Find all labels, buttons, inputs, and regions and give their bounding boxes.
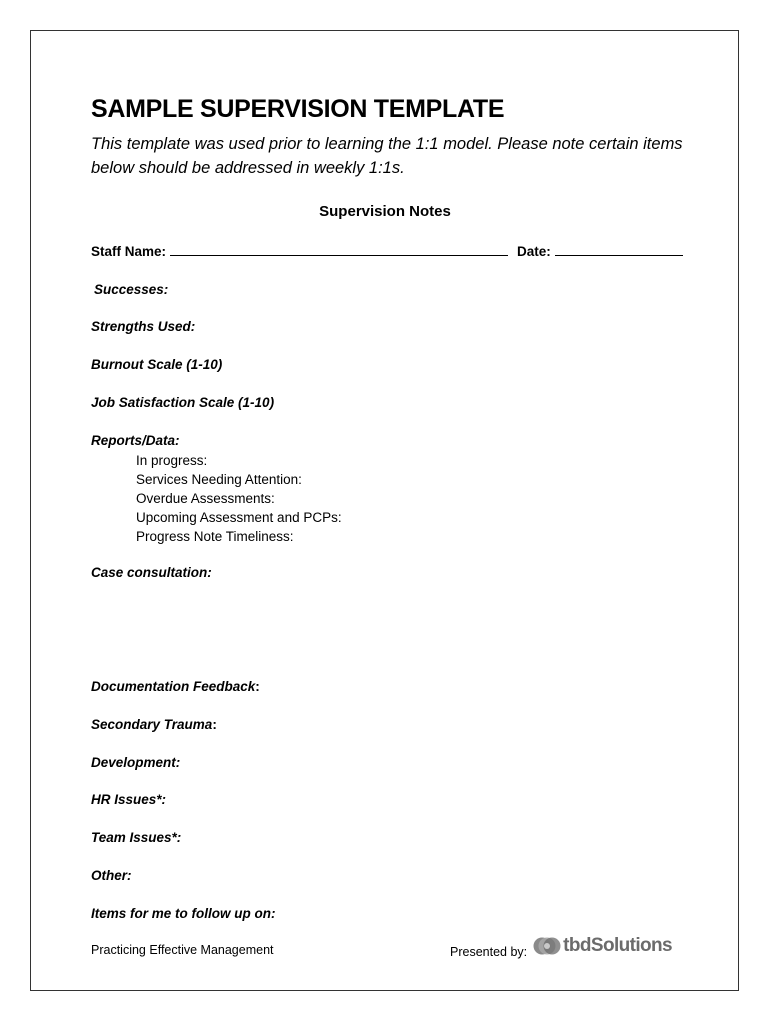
page-title: SAMPLE SUPERVISION TEMPLATE	[91, 95, 505, 123]
colon: :	[255, 679, 260, 694]
strengths-used-label: Strengths Used:	[91, 319, 196, 334]
case-consultation-label: Case consultation:	[91, 565, 212, 580]
colon: :	[212, 717, 217, 732]
hr-issues-label: HR Issues*:	[91, 792, 167, 807]
follow-up-label: Items for me to follow up on:	[91, 906, 276, 921]
secondary-trauma-label	[91, 717, 217, 732]
reports-data-list	[136, 451, 342, 546]
intro-text: This template was used prior to learning the 1:1 model. Please note certain items below should be addressed in weekly 1:1s.	[91, 135, 683, 177]
list-item: Overdue Assessments:	[136, 491, 275, 506]
tbd-circles-logo-icon	[533, 936, 561, 956]
development-label: Development:	[91, 755, 181, 770]
other-label: Other:	[91, 868, 132, 883]
burnout-scale-label: Burnout Scale (1-10)	[91, 357, 223, 372]
documentation-feedback-label	[91, 679, 260, 694]
date-field[interactable]	[555, 243, 683, 256]
secondary-trauma-text: Secondary Trauma	[91, 717, 213, 732]
footer-left-text: Practicing Effective Management	[91, 943, 274, 957]
list-item: Services Needing Attention:	[136, 472, 302, 487]
documentation-feedback-text: Documentation Feedback	[91, 679, 256, 694]
footer-presented-by	[450, 935, 672, 957]
job-satisfaction-label: Job Satisfaction Scale (1-10)	[91, 395, 275, 410]
successes-label: Successes:	[94, 282, 169, 297]
presented-by-text: Presented by:	[450, 945, 528, 959]
date-label: Date:	[517, 244, 551, 259]
reports-data-label: Reports/Data:	[91, 433, 180, 448]
tbd-solutions-logo	[533, 935, 672, 957]
team-issues-label: Team Issues*:	[91, 830, 182, 845]
list-item: In progress:	[136, 453, 208, 468]
staff-name-label: Staff Name:	[91, 244, 167, 259]
list-item: Progress Note Timeliness:	[136, 529, 294, 544]
list-item: Upcoming Assessment and PCPs:	[136, 510, 342, 525]
staff-name-field[interactable]	[170, 243, 508, 256]
section-heading: Supervision Notes	[319, 203, 451, 220]
logo-text: tbdSolutions	[563, 935, 673, 956]
staff-date-row	[91, 243, 683, 259]
